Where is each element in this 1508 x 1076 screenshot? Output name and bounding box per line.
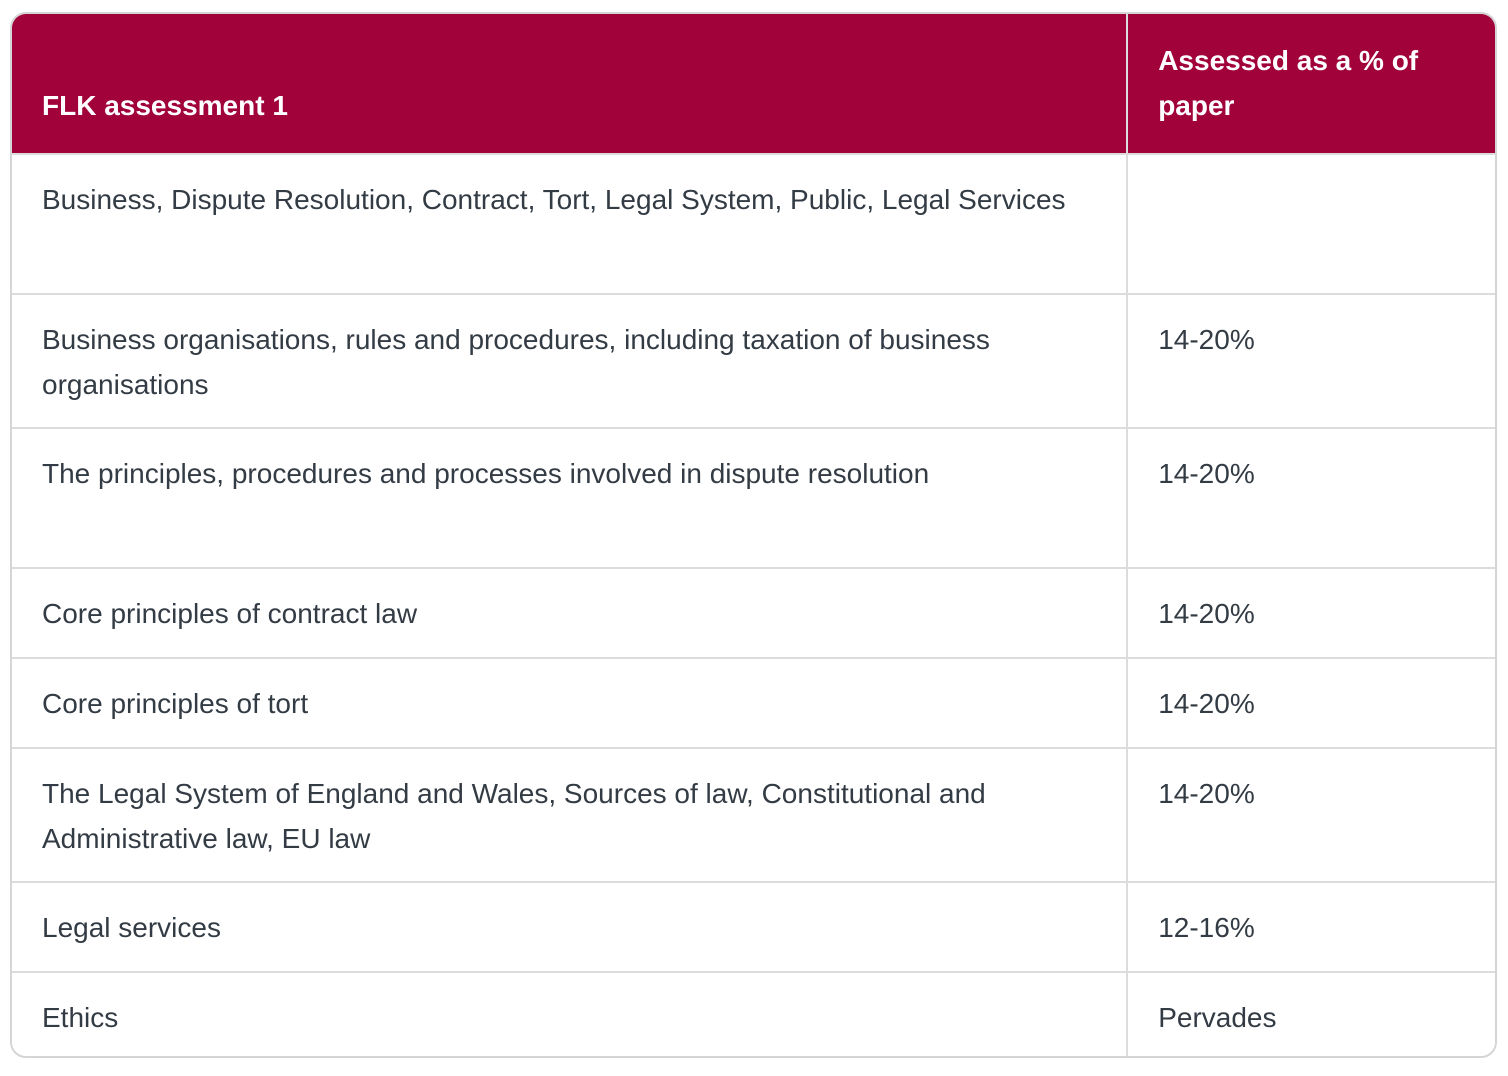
table-row xyxy=(12,882,1495,972)
topic-cell: The principles, procedures and processes involved in dispute resolution xyxy=(12,428,1127,568)
table-row xyxy=(12,972,1495,1058)
topic-cell: The Legal System of England and Wales, Sources of law, Constitutional and Administrative law, EU law xyxy=(12,748,1127,882)
percent-cell: 14-20% xyxy=(1127,568,1495,658)
table-header-row xyxy=(12,14,1495,154)
assessment-table-card xyxy=(10,12,1497,1058)
percent-cell: 14-20% xyxy=(1127,658,1495,748)
table-row xyxy=(12,568,1495,658)
table-row xyxy=(12,658,1495,748)
percent-cell: Pervades xyxy=(1127,972,1495,1058)
topic-cell: Core principles of contract law xyxy=(12,568,1127,658)
table-row xyxy=(12,428,1495,568)
percent-cell: 12-16% xyxy=(1127,882,1495,972)
percent-cell xyxy=(1127,154,1495,294)
topic-cell: Business organisations, rules and procedures, including taxation of business organisations xyxy=(12,294,1127,428)
percent-cell: 14-20% xyxy=(1127,748,1495,882)
topic-cell: Business, Dispute Resolution, Contract, Tort, Legal System, Public, Legal Services xyxy=(12,154,1127,294)
table-row xyxy=(12,748,1495,882)
table-row xyxy=(12,294,1495,428)
header-cell-flk-assessment: FLK assessment 1 xyxy=(12,14,1127,154)
topic-cell: Ethics xyxy=(12,972,1127,1058)
topic-cell: Legal services xyxy=(12,882,1127,972)
topic-cell: Core principles of tort xyxy=(12,658,1127,748)
table-row xyxy=(12,154,1495,294)
percent-cell: 14-20% xyxy=(1127,294,1495,428)
header-cell-assessed-percent: Assessed as a % of paper xyxy=(1127,14,1495,154)
percent-cell: 14-20% xyxy=(1127,428,1495,568)
assessment-table xyxy=(12,14,1495,1058)
